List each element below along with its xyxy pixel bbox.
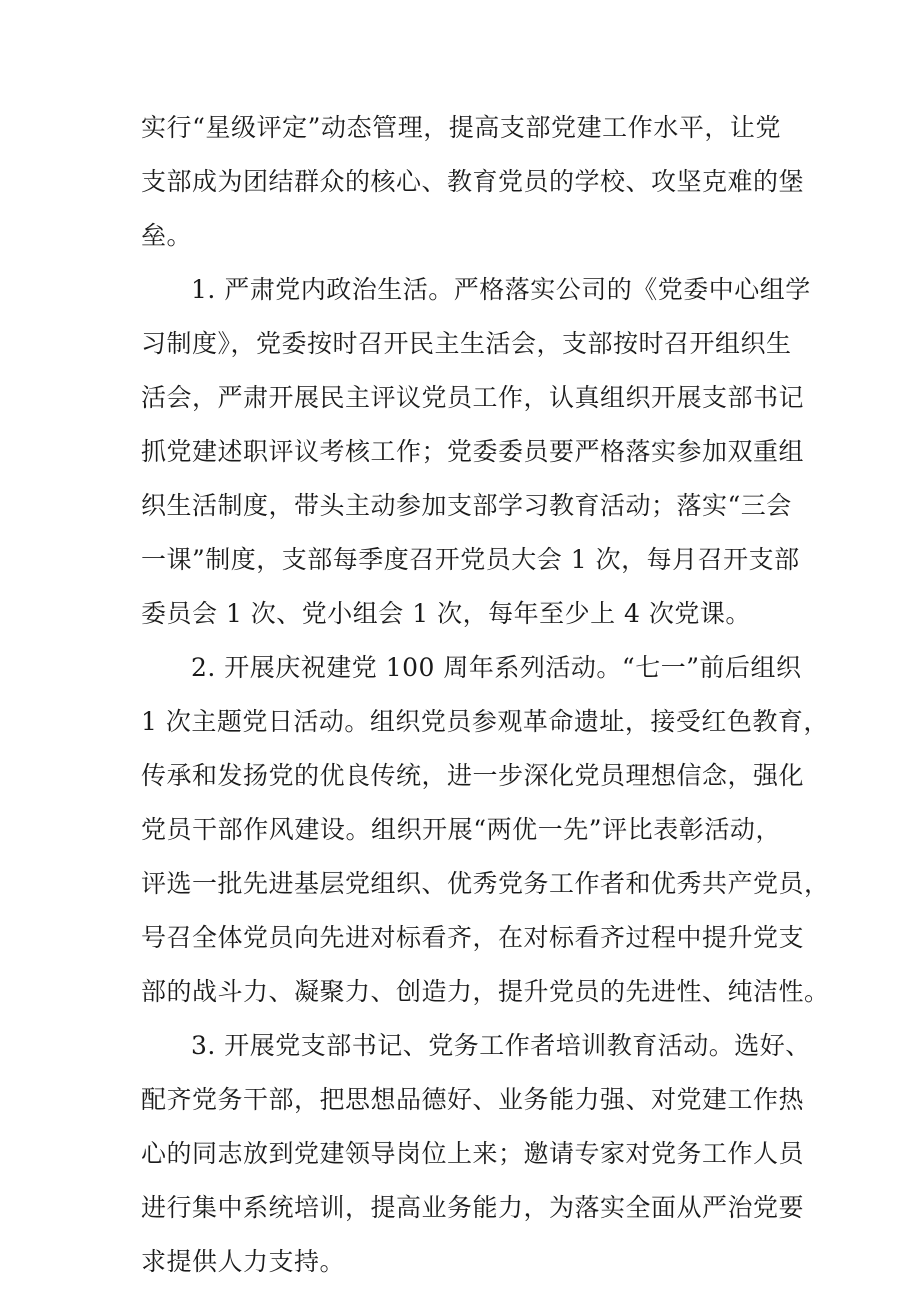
text-line: 党员干部作风建设。组织开展“两优一先”评比表彰活动， (141, 815, 781, 844)
text-line: 织生活制度，带头主动参加支部学习教育活动；落实“三会 (141, 491, 792, 520)
text-line: 1 次主题党日活动。组织党员参观革命遗址，接受红色教育， (141, 707, 829, 736)
paragraph-1-heading-line: 1. 严肃党内政治生活。严格落实公司的《党委中心组学 (191, 275, 811, 304)
document-body (141, 101, 830, 1289)
text-line: 活会，严肃开展民主评议党员工作，认真组织开展支部书记 (141, 383, 805, 412)
text-line: 习制度》，党委按时召开民主生活会，支部按时召开组织生 (141, 329, 792, 358)
text-line: 支部成为团结群众的核心、教育党员的学校、攻坚克难的堡 (141, 167, 805, 196)
text-line: 号召全体党员向先进对标看齐，在对标看齐过程中提升党支 (141, 923, 805, 952)
text-line: 心的同志放到党建领导岗位上来；邀请专家对党务工作人员 (141, 1139, 805, 1168)
text-line: 部的战斗力、凝聚力、创造力，提升党员的先进性、纯洁性。 (141, 977, 830, 1006)
text-line: 求提供人力支持。 (141, 1247, 346, 1276)
paragraph-3-heading-line: 3. 开展党支部书记、党务工作者培训教育活动。选好、 (191, 1031, 811, 1060)
text-line: 评选一批先进基层党组织、优秀党务工作者和优秀共产党员， (141, 869, 830, 898)
text-line: 进行集中系统培训，提高业务能力，为落实全面从严治党要 (141, 1193, 805, 1222)
text-line: 委员会 1 次、党小组会 1 次，每年至少上 4 次党课。 (141, 599, 751, 628)
paragraph-2-heading-line: 2. 开展庆祝建党 100 周年系列活动。“七一”前后组织 (191, 653, 802, 682)
text-line: 一课”制度，支部每季度召开党员大会 1 次，每月召开支部 (141, 545, 800, 574)
text-line: 抓党建述职评议考核工作；党委委员要严格落实参加双重组 (141, 437, 805, 466)
text-line: 实行“星级评定”动态管理，提高支部党建工作水平，让党 (141, 113, 781, 142)
text-line: 传承和发扬党的优良传统，进一步深化党员理想信念，强化 (141, 761, 805, 790)
text-line: 垒。 (141, 221, 193, 250)
text-line: 配齐党务干部，把思想品德好、业务能力强、对党建工作热 (141, 1085, 805, 1114)
